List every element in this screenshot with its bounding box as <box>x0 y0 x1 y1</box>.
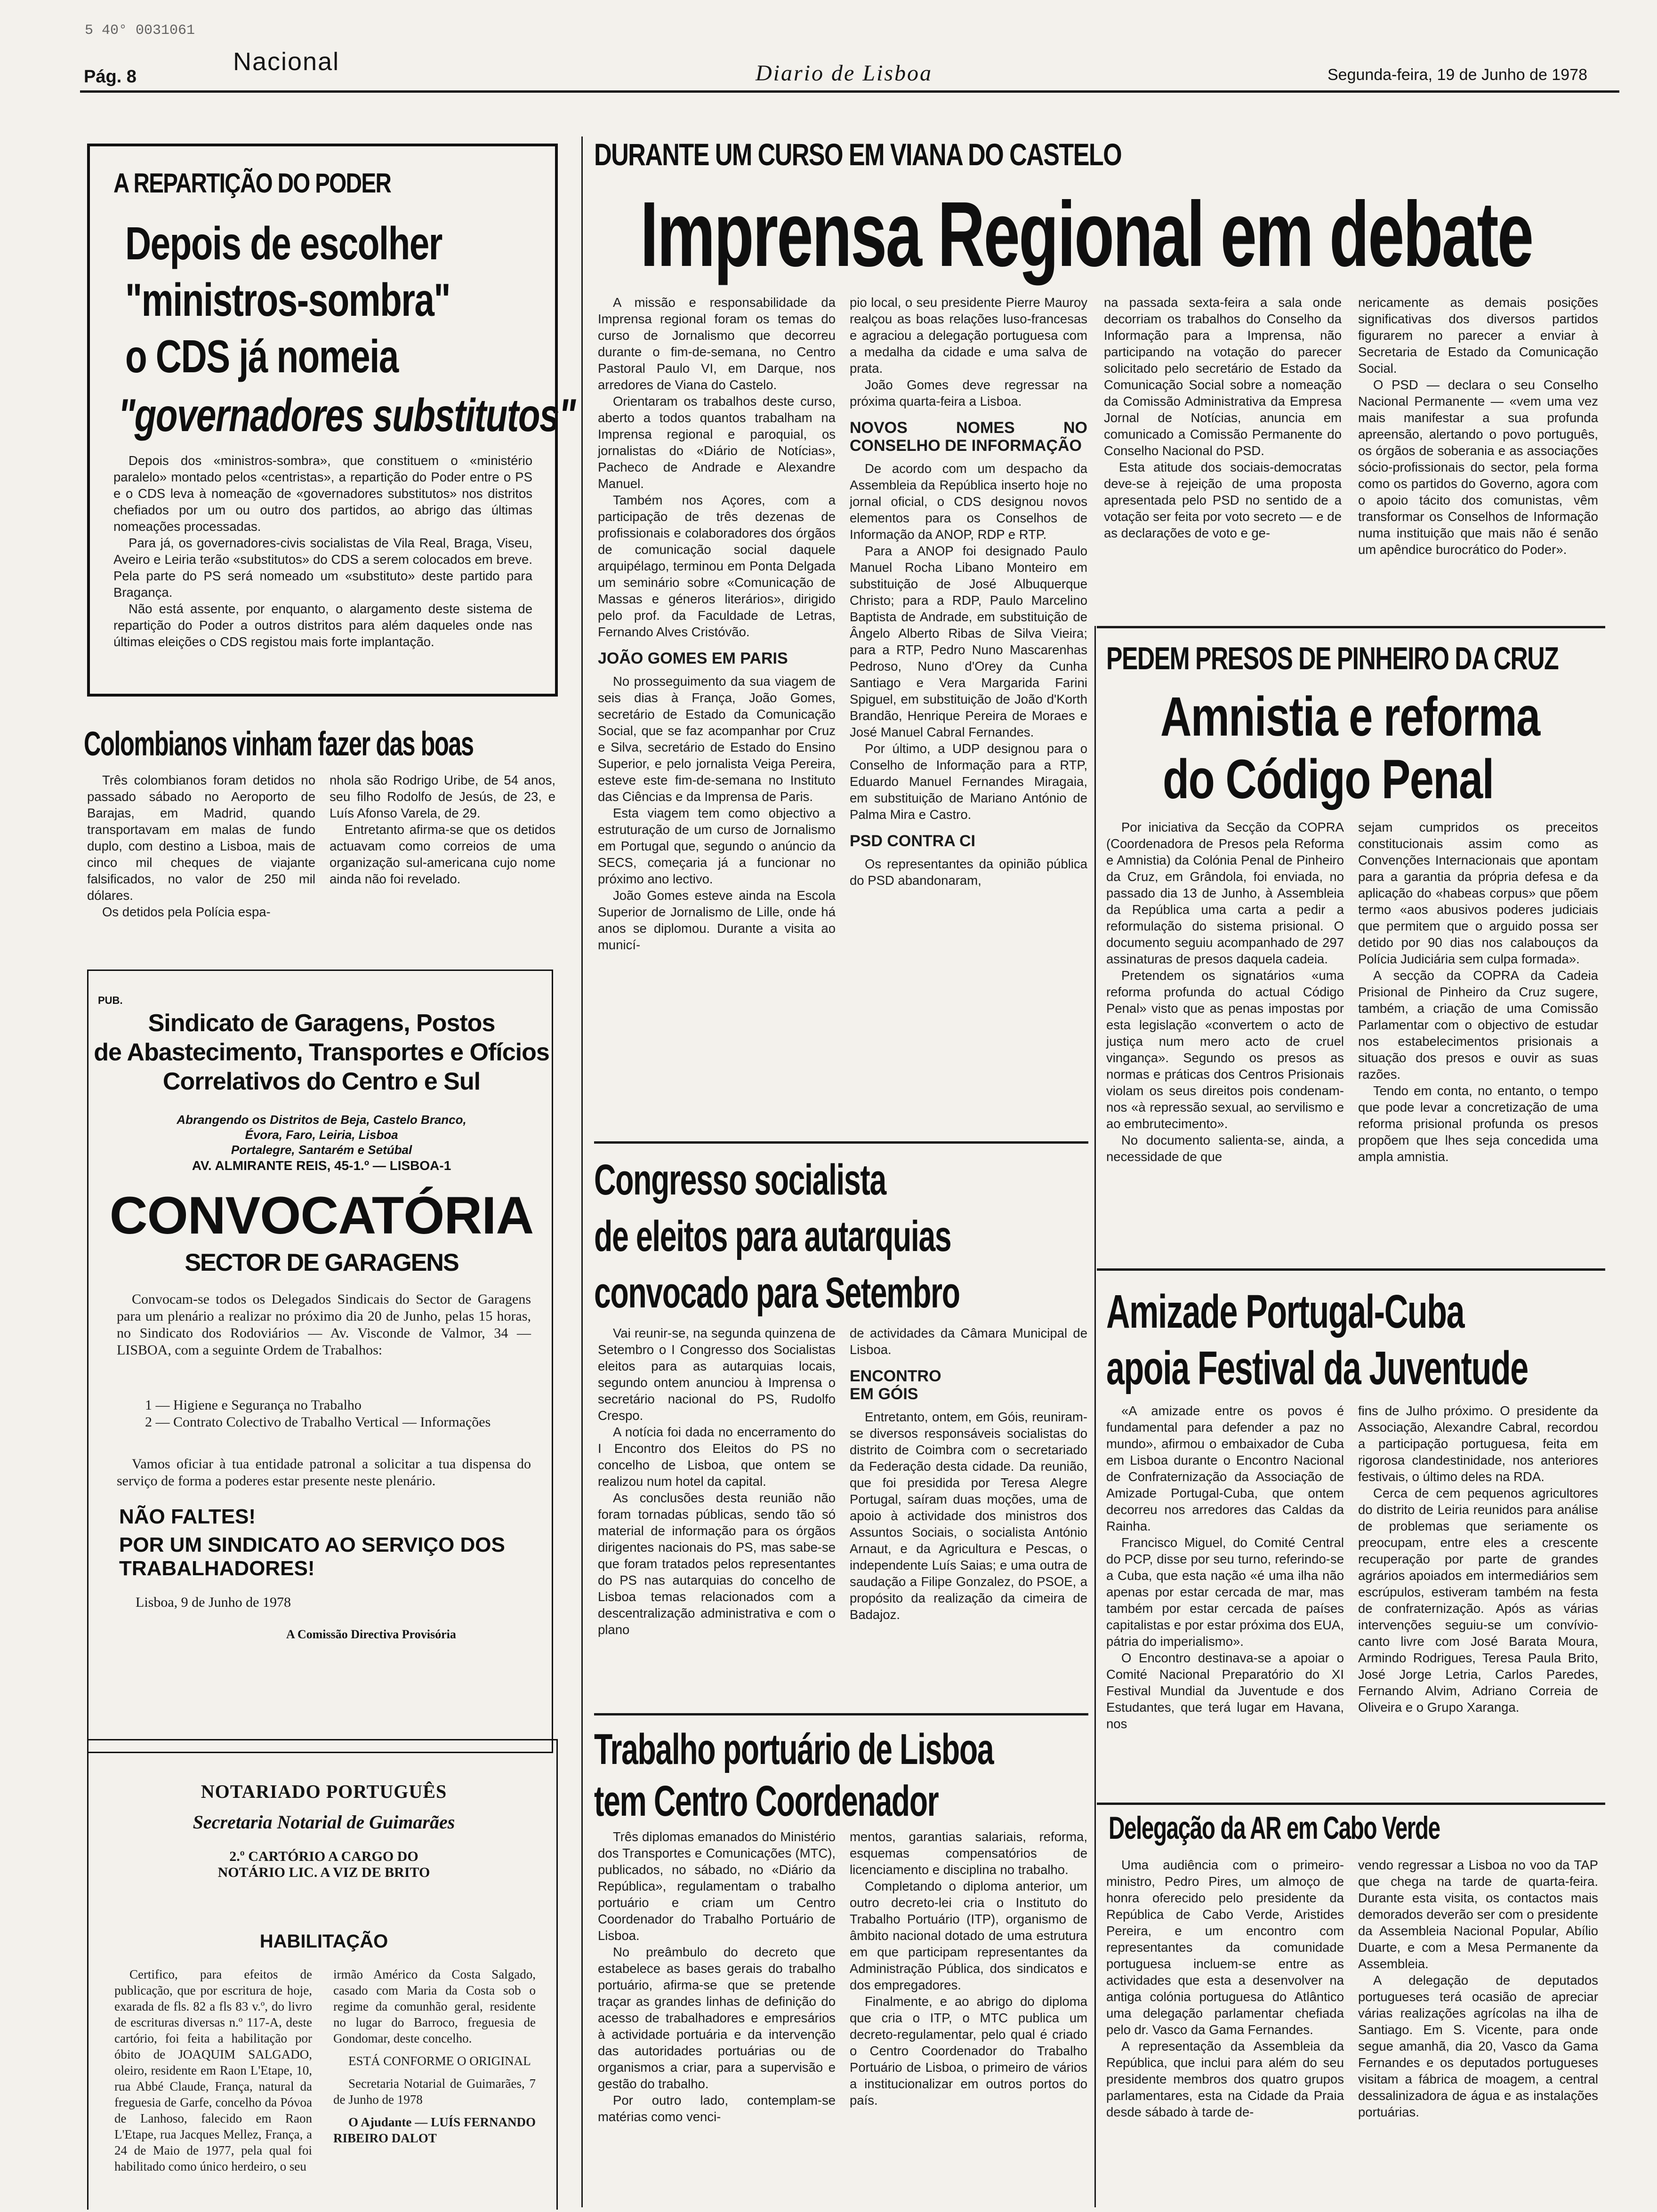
agenda-list <box>145 1397 531 1431</box>
scope-line: Abrangendo os Distritos de Beja, Castelo Branco, <box>177 1113 467 1127</box>
paragraph: vendo regressar a Lisboa no voo da TAP que chega na tarde de quarta-feira. Durante esta visita, os contactos mais demorados deverão ser com o presidente da Assembleia Nacional Popular, Abílio Duarte, e com a Mesa Permanente da Assembleia. <box>1358 1858 1598 1971</box>
column-divider <box>1094 626 1096 2207</box>
paragraph: nericamente as demais posições significativas dos diversos partidos figurarem no parecer a enviar à Secretaria de Estado da Comunicação Social. <box>1358 295 1598 376</box>
paragraph: João Gomes deve regressar na próxima quarta-feira a Lisboa. <box>850 377 1087 409</box>
page-stamp: 5 40° 0031061 <box>85 23 195 39</box>
paragraph: No prosseguimento da sua viagem de seis dias à França, João Gomes, secretário de Estado da Comunicação Social, que se faz acompanhar por Cruz e Silva, secretário de Estado do Ensino Superior, e pelo jornalista Veiga Pereira, esteve este fim-de-semana no Instituto das Ciências e da Imprensa de Paris. <box>598 674 836 804</box>
paragraph: João Gomes esteve ainda na Escola Superior de Jornalismo de Lille, onde há anos se diplomou. Durante a visita ao municí- <box>598 888 836 952</box>
paragraph: Os representantes da opinião pública do PSD abandonaram, <box>850 857 1087 888</box>
subhead-psd: PSD CONTRA CI <box>850 832 975 850</box>
paragraph: Também nos Açores, com a participação de três dezenas de profissionais e colaboradores dos órgãos de comunicação social daquele arquipélago, terminou em Ponta Delgada um seminário sobre «Comunicação de Massas e géneros literários», dirigido pelo prof. da Faculdade de Letras, Fernando Alves Cristóvão. <box>598 493 836 639</box>
congresso-headline-3: convocado para Setembro <box>594 1269 960 1317</box>
notariado-office <box>88 1849 559 1881</box>
notariado-subtitle: Secretaria Notarial de Guimarães <box>193 1811 455 1833</box>
section-rule <box>1097 1268 1605 1271</box>
convocatoria-note <box>117 1456 531 1490</box>
paragraph: sejam cumpridos os preceitos constitucionais assim como as Convenções Internacionais que apontam para a garantia da própria defesa e da aplicação do «habeas corpus» que põem termo «aos abusivos poderes judiciais que permitem que o arguido possa ser detido por 90 dias nos calabouços da Polícia Judiciária sem culpa formada». <box>1358 820 1598 966</box>
cuba-col1 <box>1106 1403 1344 1732</box>
sindicato-name-line: de Abastecimento, Transportes e Ofícios <box>94 1039 549 1066</box>
paragraph: Por outro lado, contemplam-se matérias como venci- <box>598 2093 836 2124</box>
sindicato-address: AV. ALMIRANTE REIS, 45-1.º — LISBOA-1 <box>192 1158 451 1173</box>
paragraph: Certifico, para efeitos de publicação, que por escritura de hoje, exarada de fls. 82 a fls 83 v.º, do livro de escrituras diversas n.º 117-A, deste cartório, foi feita a habilitação por óbito de JOAQUIM SALGADO, oleiro, residente em Raon L'Etape, 10, rua Abbé Claude, França, natural da freguesia de Garfe, concelho da Póvoa de Lanhoso, falecido em Raon L'Etape, rua Jacques Mellez, França, a 24 de Maio de 1977, pela qual foi habilitado como único herdeiro, o seu <box>114 1967 312 2173</box>
paragraph: Entretanto, ontem, em Góis, reuniram-se diversos responsáveis socialistas do distrito de Coimbra com o secretariado da Federação desta cidade. Da reunião, que foi presidida por Teresa Alegre Portugal, saíram duas moções, uma de apoio à actividade dos ministros dos Assuntos Sociais, o socialista António Arnaut, e da Agricultura e Pescas, o independente Luís Saias; e uma outra de saudação a Filipe Gonzalez, do PSOE, a propósito da realização da cimeira de Badajoz. <box>850 1410 1087 1622</box>
imprensa-headline: Imprensa Regional em debate <box>640 183 1533 286</box>
masthead <box>0 0 1657 94</box>
paragraph: nhola são Rodrigo Uribe, de 54 anos, seu filho Rodolfo de Jesús, de 23, e Luís Afonso Varela, de 29. <box>330 773 555 820</box>
paragraph: Cerca de cem pequenos agricultores do distrito de Leiria reunidos para análise de problemas que seriamente os preocupam, entre eles a crescente recuperação por parte de grandes agrários apoiados em intermediários sem escrúpulos, estiveram também na festa de confraternização. Após as várias intervenções seguiu-se um convívio-canto livre com José Barata Moura, Armindo Rodrigues, Teresa Paula Brito, José Jorge Letria, Carlos Paredes, Fernando Alvim, Adriano Correia de Oliveira e o Grupo Xaranga. <box>1358 1486 1598 1715</box>
paragraph: Por último, a UDP designou para o Conselho de Informação para a RTP, Eduardo Manuel Fernandes Miragaia, em substituição de Mariano António de Palma Mira e Castro. <box>850 741 1087 822</box>
paragraph: Entretanto afirma-se que os detidos actuavam como correios de uma organização sul-americana cujo nome ainda não foi revelado. <box>330 822 555 886</box>
section-rule <box>594 1713 1088 1715</box>
scope-line: Portalegre, Santarém e Setúbal <box>231 1143 412 1157</box>
slogan-sindicato: POR UM SINDICATO AO SERVIÇO DOS TRABALHADORES! <box>119 1533 505 1580</box>
congresso-headline-2: de eleitos para autarquias <box>594 1212 951 1260</box>
notariado-col2 <box>333 1966 536 2146</box>
caboverde-headline: Delegação da AR em Cabo Verde <box>1109 1810 1440 1846</box>
pinheiro-headline-2: do Código Penal <box>1163 748 1494 810</box>
paragraph: No documento salienta-se, ainda, a necessidade de que <box>1106 1133 1344 1164</box>
paragraph: As conclusões desta reunião não foram tornadas públicas, sendo tão só material de informação para os órgãos dirigentes nacionais do PS, mas sabe-se que foram tratados pelos representantes do PS nas autarquias do concelho de Lisboa temas relacionados com a descentralização administrativa e com o plano <box>598 1491 836 1637</box>
sindicato-ad <box>87 970 553 1753</box>
habilitacao-heading: HABILITAÇÃO <box>259 1931 388 1952</box>
cuba-headline-2: apoia Festival da Juventude <box>1106 1342 1528 1395</box>
paragraph: Tendo em conta, no entanto, o tempo que pode levar a concretização de uma reforma prisional profunda os presos propõem que lhes seja concedida uma ampla amnistia. <box>1358 1083 1598 1164</box>
imprensa-col3 <box>1104 294 1342 541</box>
imprensa-col2 <box>850 294 1087 889</box>
paragraph: Orientaram os trabalhos deste curso, aberto a todos quantos trabalham na Imprensa regional e paroquial, os jornalistas do «Diário de Notícias», Pacheco de Andrade e Alexandre Manuel. <box>598 394 836 491</box>
pinheiro-col1 <box>1106 819 1344 1165</box>
paragraph: O PSD — declara o seu Conselho Nacional Permanente — «vem uma vez mais manifestar a sua profunda apreensão, alertando o povo português, os órgãos de soberania e as associações sócio-profissionais do sector, pela forma como os partidos do Governo, agora com o apoio tácito dos comunistas, vêm transformar os Conselhos de Informação numa instituição que mais não é senão um apêndice burocrático do Poder». <box>1358 377 1598 557</box>
newspaper-name: Diario de Lisboa <box>756 61 933 86</box>
paragraph: na passada sexta-feira a sala onde decorriam os trabalhos do Conselho da Informação para a Imprensa, não participando na votação do parecer solicitado pelo secretário de Estado da Comunicação Social sobre a nomeação da Comissão Administrativa da Empresa Jornal de Notícias, anuncia em comunicado a Comissão Permanente do Conselho Nacional do PSD. <box>1104 295 1342 458</box>
paragraph: O Ajudante — LUÍS FERNANDO RIBEIRO DALOT <box>333 2115 536 2145</box>
imprensa-col4 <box>1358 294 1598 558</box>
paragraph: Completando o diploma anterior, um outro decreto-lei cria o Instituto do Trabalho Portuário (ITP), organismo de âmbito nacional dotado de uma estrutura em que participam representantes da Administração Pública, dos sindicatos e dos empregadores. <box>850 1879 1087 1992</box>
boxed-headline-1: Depois de escolher <box>125 217 442 269</box>
paragraph: A representação da Assembleia da República, que inclui para além do seu presidente membros dos quatro grupos parlamentares, esta na Cidade da Praia desde sábado à tarde de- <box>1106 2039 1344 2119</box>
notariado-col1 <box>114 1966 312 2174</box>
portuario-col1 <box>598 1828 836 2125</box>
paragraph: A notícia foi dada no encerramento do I Encontro dos Eleitos do PS no concelho de Lisboa, que ontem se realizou num hotel da capital. <box>598 1425 836 1489</box>
sindicato-name-line: Sindicato de Garagens, Postos <box>148 1010 495 1037</box>
paragraph: A missão e responsabilidade da Imprensa regional foram os temas do curso de Jornalismo que decorreu durante o fim-de-semana, no Centro Pastoral Paulo VI, em Darque, nos arredores de Viana do Castelo. <box>598 295 836 392</box>
paragraph: Secretaria Notarial de Guimarães, 7 de Junho de 1978 <box>333 2076 536 2107</box>
convocatoria-subtitle: SECTOR DE GARAGENS <box>185 1249 458 1276</box>
pub-label: PUB. <box>98 994 123 1006</box>
paragraph: Esta viagem tem como objectivo a estruturação de um curso de Jornalismo em Portugal que, segundo o anúncio da SECS, começaria já a funcionar no próximo ano lectivo. <box>598 806 836 886</box>
notariado-title: NOTARIADO PORTUGUÊS <box>201 1781 447 1802</box>
boxed-headline-2: "ministros-sombra" <box>125 274 450 326</box>
agenda-item: 2 — Contrato Colectivo de Trabalho Vertical — Informações <box>145 1414 491 1430</box>
notariado-notice <box>87 1739 558 2210</box>
paragraph: Depois dos «ministros-sombra», que constituem o «ministério paralelo» montado pelos «centristas», a repartição do Poder entre o PS e o CDS leva à nomeação de «governadores substitutos» nos distritos chefiados por um ou outro dos partidos, ao abrigo das últimas nomeações processadas. <box>113 453 532 534</box>
colombianos-col2 <box>330 772 555 887</box>
convocatoria-signature: A Comissão Directiva Provisória <box>286 1627 456 1641</box>
paragraph: Para já, os governadores-civis socialistas de Vila Real, Braga, Viseu, Aveiro e Leiria terão «substitutos» do CDS a serem colocados em breve. Pela parte do PS será nomeado um «substituto» deste partido para Bragança. <box>113 536 532 600</box>
section-rule <box>1097 626 1605 628</box>
issue-date: Segunda-feira, 19 de Junho de 1978 <box>1327 66 1588 84</box>
portuario-headline-2: tem Centro Coordenador <box>594 1777 939 1825</box>
agenda-item: 1 — Higiene e Segurança no Trabalho <box>145 1397 362 1413</box>
pinheiro-col2 <box>1358 819 1598 1165</box>
page-number: Pág. 8 <box>84 67 137 87</box>
boxed-headline-3: o CDS já nomeia <box>125 330 398 382</box>
paragraph: Três colombianos foram detidos no passado sábado no Aeroporto de Barajas, em Madrid, quando transportavam em malas de fundo duplo, com destino a Lisboa, mais de cinco mil cheques de viajante falsificados, no valor de 250 mil dólares. <box>87 773 315 903</box>
paragraph: A delegação de deputados portugueses terá ocasião de apreciar várias realizações agrícolas na ilha de Santiago. Em S. Vicente, para onde segue amanhã, dia 20, Vasco da Gama Fernandes e os deputados portugueses visitam a fábrica de moagem, a central dessalinizadora de água e as instalações portuárias. <box>1358 1973 1598 2119</box>
paragraph: Os detidos pela Polícia espa- <box>102 905 271 919</box>
masthead-rule <box>80 90 1619 93</box>
paragraph: ESTÁ CONFORME O ORIGINAL <box>348 2054 531 2068</box>
slogan-nao-faltes: NÃO FALTES! <box>119 1505 256 1528</box>
section-rule <box>1097 1803 1605 1805</box>
paragraph: pio local, o seu presidente Pierre Mauroy realçou as boas relações luso-francesas e agraciou a delegação portuguesa com a medalha da cidade e uma salva de prata. <box>850 295 1087 376</box>
boxed-headline-4: "governadores substitutos" <box>118 389 575 441</box>
paragraph: No preâmbulo do decreto que estabelece as bases gerais do trabalho portuário, afirma-se que se pretende traçar as grandes linhas de definição do acesso de trabalhadores e empresários à actividade portuária e da intervenção das autoridades portuárias ou de organismos a criar, para a supervisão e gestão do trabalho. <box>598 1945 836 2091</box>
paragraph: mentos, garantias salariais, reforma, esquemas compensatórios de licenciamento e disciplina no trabalho. <box>850 1829 1087 1877</box>
congresso-col1 <box>598 1325 836 1638</box>
subhead-novos-nomes: NOVOS NOMES NO CONSELHO DE INFORMAÇÃO <box>850 419 1087 455</box>
subhead-paris: JOÃO GOMES EM PARIS <box>598 649 788 667</box>
caboverde-col2 <box>1358 1857 1598 2120</box>
convocatoria-dateline: Lisboa, 9 de Junho de 1978 <box>136 1595 291 1610</box>
imprensa-col1 <box>598 294 836 953</box>
paragraph: O Encontro destinava-se a apoiar o Comité Nacional Preparatório do XI Festival Mundial da Juventude e dos Estudantes, que terá lugar em Havana, nos <box>1106 1651 1344 1731</box>
column-divider <box>581 136 583 2207</box>
colombianos-headline: Colombianos vinham fazer das boas <box>84 725 474 763</box>
office-line: NOTÁRIO LIC. A VIZ DE BRITO <box>217 1865 430 1880</box>
convocatoria-title: CONVOCATÓRIA <box>109 1186 534 1245</box>
portuario-headline-1: Trabalho portuário de Lisboa <box>594 1725 994 1773</box>
convocatoria-intro <box>117 1291 531 1359</box>
boxed-story <box>87 144 575 697</box>
paragraph: «A amizade entre os povos é fundamental para defender a paz no mundo», afirmou o embaixador de Cuba em Lisboa durante o Encontro Nacional de Confraternização da Associação de Amizade Portugal-Cuba, que ontem decorreu nos arredores das Caldas da Rainha. <box>1106 1403 1344 1533</box>
paragraph: Por iniciativa da Secção da COPRA (Coordenadora de Presos pela Reforma e Amnistia) da Colónia Penal de Pinheiro da Cruz, em Grândola, foi enviada, no passado dia 13 de Junho, à Assembleia da República uma carta a pedir a reformulação do sistema prisional. O documento seguiu acompanhado de 297 assinaturas de presos daquela cadeia. <box>1106 820 1344 966</box>
paragraph: Vai reunir-se, na segunda quinzena de Setembro o I Congresso dos Socialistas eleitos para as autarquias locais, segundo ontem anunciou à Imprensa o secretário nacional do PS, Rudolfo Crespo. <box>598 1326 836 1423</box>
paragraph: Francisco Miguel, do Comité Central do PCP, disse por seu turno, referindo-se a Cuba, que esta nação «é uma ilha não apenas por estar cercada de mar, mas também por estar cercada de países capitalistas e por estar próxima dos EUA, pátria do imperialismo». <box>1106 1535 1344 1649</box>
cuba-headline-1: Amizade Portugal-Cuba <box>1106 1285 1464 1338</box>
office-line: 2.º CARTÓRIO A CARGO DO <box>229 1849 418 1864</box>
cuba-col2 <box>1358 1403 1598 1715</box>
sindicato-name-line: Correlativos do Centro e Sul <box>162 1068 481 1095</box>
paragraph: Esta atitude dos sociais-democratas deve-se à rejeição de uma proposta apresentada pelo PSD no sentido de a votação ser feita por voto secreto — e de as declarações de voto e ge- <box>1104 460 1342 540</box>
paragraph: Três diplomas emanados do Ministério dos Transportes e Comunicações (MTC), publicados, no sábado, no «Diário da República», regulamentam o trabalho portuário e criam um Centro Coordenador do Trabalho Portuário de Lisboa. <box>598 1829 836 1943</box>
colombianos-col1 <box>87 772 315 920</box>
paragraph: Não está assente, por enquanto, o alargamento deste sistema de repartição do Poder a outros distritos para além daqueles onde nas últimas eleições o CDS registou mais forte implantação. <box>113 601 532 649</box>
paragraph: Pretendem os signatários «uma reforma profunda do actual Código Penal» visto que as penas impostas por esta legislação «convertem o acto de justiça num mero acto de cruel vingança». Segundo os presos as normas e práticas dos Centros Prisionais violam os seus direitos pois condenam-nos «à repressão sexual, ao servilismo e ao embrutecimento». <box>1106 968 1344 1131</box>
paragraph: Para a ANOP foi designado Paulo Manuel Rocha Libano Monteiro em substituição de José Albuquerque Christo; para a RDP, Paulo Marcelino Baptista de Andrade, em substituição de Ângelo Alberto Ribas de Silva Vieira; para a RTP, Pedro Nuno Mascarenhas Pedroso, Nuno d'Orey da Cunha Santiago e Vera Margarida Farini Spiguel, em substituição de João d'Korth Brandão, Henrique Pereira de Moraes e José Manuel Cabral Fernandes. <box>850 544 1087 739</box>
congresso-headline-1: Congresso socialista <box>594 1156 886 1204</box>
congresso-col2 <box>850 1325 1087 1623</box>
paragraph: fins de Julho próximo. O presidente da Associação, Alexandre Cabral, recordou a participação portuguesa, feita em rigorosa clandestinidade, nos anteriores festivais, o último deles na RDA. <box>1358 1403 1598 1484</box>
boxed-body <box>113 452 532 650</box>
paragraph: Finalmente, e ao abrigo do diploma que cria o ITP, o MTC publica um decreto-regulamentar, pelo qual é criado o Centro Coordenador do Trabalho Portuário de Lisboa, o primeiro de vários a institucionalizar em outros portos do país. <box>850 1994 1087 2108</box>
scope-line: Évora, Faro, Leiria, Lisboa <box>245 1128 398 1142</box>
sindicato-name <box>88 1009 555 1096</box>
paragraph: A secção da COPRA da Cadeia Prisional de Pinheiro da Cruz sugere, também, a criação de uma Comissão Parlamentar com o objectivo de estudar nos estabelecimentos prisionais a situação dos presos e ouvir as suas razões. <box>1358 968 1598 1082</box>
paragraph: Convocam-se todos os Delegados Sindicais do Sector de Garagens para um plenário a realizar no próximo dia 20 de Junho, pelas 15 horas, no Sindicato dos Rodoviários — Av. Visconde de Valmor, 34 — LISBOA, com a seguinte Ordem de Trabalhos: <box>117 1291 531 1358</box>
section-name: Nacional <box>233 48 340 76</box>
pinheiro-headline-1: Amnistia e reforma <box>1160 686 1540 748</box>
sindicato-scope <box>88 1112 555 1157</box>
paragraph: irmão Américo da Costa Salgado, casado com Maria da Costa sob o regime da comunhão geral, residente no lugar do Barroco, freguesia de Gondomar, deste concelho. <box>333 1967 536 2045</box>
portuario-col2 <box>850 1828 1087 2108</box>
subhead-gois: ENCONTRO EM GÓIS <box>850 1367 941 1403</box>
pinheiro-kicker: PEDEM PRESOS DE PINHEIRO DA CRUZ <box>1106 641 1559 676</box>
imprensa-kicker: DURANTE UM CURSO EM VIANA DO CASTELO <box>594 137 1122 172</box>
paragraph: Uma audiência com o primeiro-ministro, Pedro Pires, um almoço de honra oferecido pelo presidente da República de Cabo Verde, Aristides Pereira, e um encontro com representantes da comunidade portuguesa incluem-se entre as actividades que esta a desenvolver na antiga colónia portuguesa do Atlântico uma delegação parlamentar chefiada pelo dr. Vasco da Gama Fernandes. <box>1106 1858 1344 2037</box>
paragraph: De acordo com um despacho da Assembleia da República inserto hoje no jornal oficial, o CDS designou novos elementos para os Conselhos de Informação da ANOP, RDP e RTP. <box>850 461 1087 542</box>
paragraph: de actividades da Câmara Municipal de Lisboa. <box>850 1326 1087 1357</box>
caboverde-col1 <box>1106 1857 1344 2120</box>
section-rule <box>594 1141 1088 1144</box>
boxed-kicker: A REPARTIÇÃO DO PODER <box>113 168 391 199</box>
paragraph: Vamos oficiar à tua entidade patronal a solicitar a tua dispensa do serviço de forma a poderes estar presente neste plenário. <box>117 1456 531 1489</box>
